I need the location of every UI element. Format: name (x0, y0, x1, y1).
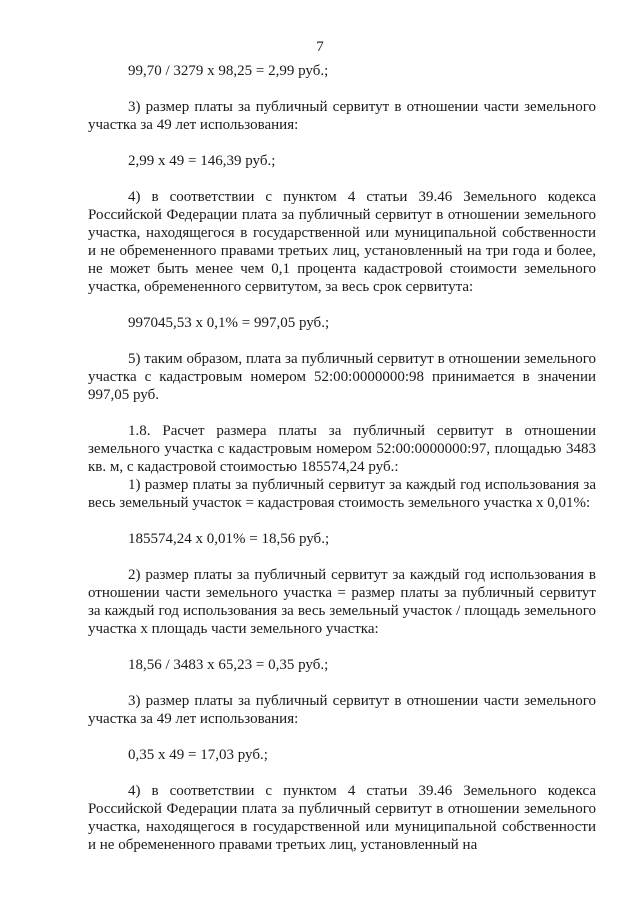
formula-line: 0,35 x 49 = 17,03 руб.; (128, 747, 268, 763)
formula-line: 997045,53 x 0,1% = 997,05 руб.; (128, 315, 330, 331)
document-body (88, 62, 596, 854)
paragraph: 3) размер платы за публичный сервитут в отношении части земельного участка за 49 лет использования: (88, 99, 596, 133)
section-heading-paragraph: 1.8. Расчет размера платы за публичный сервитут в отношении земельного участка с кадастровым номером 52:00:0000000:97, площадью 3483 кв. м, с кадастровой стоимостью 185574,24 руб.: (88, 423, 596, 475)
paragraph: 4) в соответствии с пунктом 4 статьи 39.46 Земельного кодекса Российской Федерации плата за публичный сервитут в отношении земельного участка, находящегося в государственной или муниципальной собственности и не обремененного правами третьих лиц, установленный на три года и более, не может быть менее чем 0,1 процента кадастровой стоимости земельного участка, обремененного сервитутом, за весь срок сервитута: (88, 189, 596, 295)
formula-line: 18,56 / 3483 x 65,23 = 0,35 руб.; (128, 657, 329, 673)
paragraph: 5) таким образом, плата за публичный сервитут в отношении земельного участка с кадастровым номером 52:00:0000000:98 принимается в значении 997,05 руб. (88, 351, 596, 403)
formula-line: 2,99 x 49 = 146,39 руб.; (128, 153, 276, 169)
paragraph: 4) в соответствии с пунктом 4 статьи 39.46 Земельного кодекса Российской Федерации плата за публичный сервитут в отношении земельного участка, находящегося в государственной или муниципальной собственности и не обремененного правами третьих лиц, установленный на (88, 783, 596, 853)
page-number: 7 (316, 39, 324, 55)
paragraph: 3) размер платы за публичный сервитут в отношении части земельного участка за 49 лет использования: (88, 693, 596, 727)
paragraph: 2) размер платы за публичный сервитут за каждый год использования в отношении части земельного участка = размер платы за публичный сервитут за каждый год использования за весь земельный участок / площадь земельного участка x площадь части земельного участка: (88, 567, 596, 637)
paragraph: 1) размер платы за публичный сервитут за каждый год использования за весь земельный участок = кадастровая стоимость земельного участка x 0,01%: (88, 477, 596, 511)
formula-line: 185574,24 x 0,01% = 18,56 руб.; (128, 531, 330, 547)
formula-line: 99,70 / 3279 x 98,25 = 2,99 руб.; (128, 63, 329, 79)
